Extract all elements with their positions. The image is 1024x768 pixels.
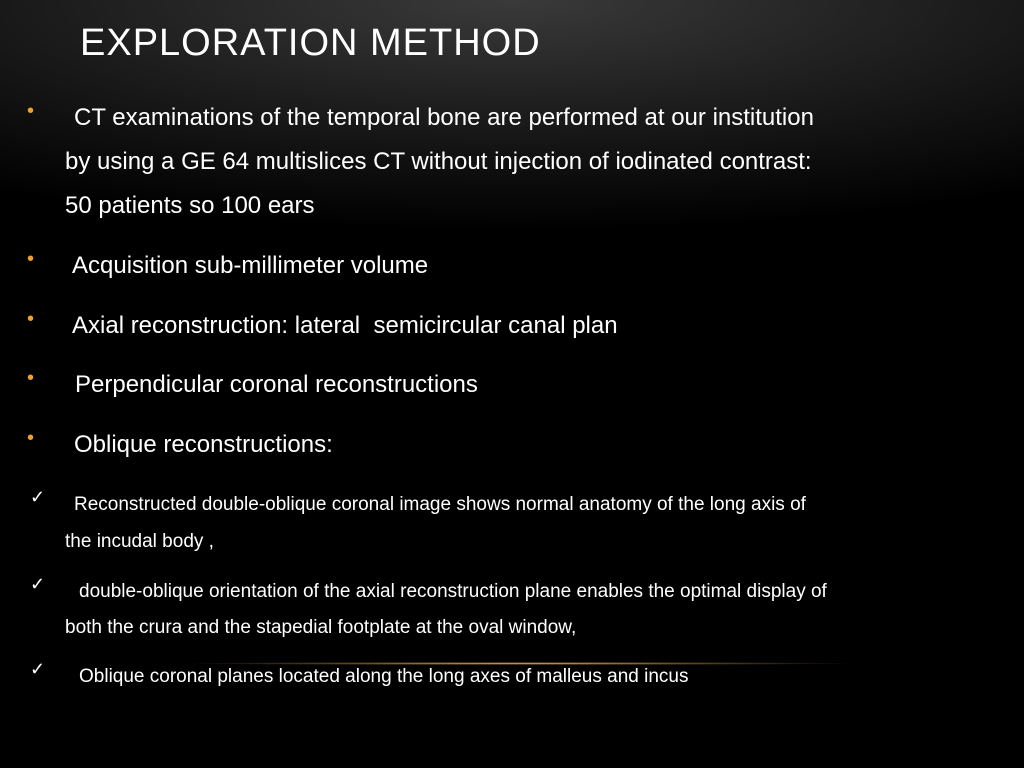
check-text-line: Oblique coronal planes located along the long axes of malleus and incus: [79, 666, 689, 687]
bullet-marker: •: [27, 100, 35, 122]
bullet-text-line: by using a GE 64 multislices CT without injection of iodinated contrast:: [65, 148, 812, 175]
check-text-line: both the crura and the stapedial footplate at the oval window,: [65, 617, 577, 638]
bullet-marker: •: [27, 427, 35, 449]
check-text-line: Reconstructed double-oblique coronal image shows normal anatomy of the long axis of: [74, 494, 806, 515]
bullet-marker: •: [27, 367, 35, 389]
bullet-text-line: Axial reconstruction: lateral semicircular canal plan: [72, 312, 618, 339]
check-text-line: the incudal body ,: [65, 531, 214, 552]
bullet-text-line: Acquisition sub-millimeter volume: [72, 252, 429, 279]
bullet-text-line: Oblique reconstructions:: [74, 431, 333, 458]
check-text-line: double-oblique orientation of the axial reconstruction plane enables the optimal display of: [79, 581, 827, 602]
bullet-text-line: 50 patients so 100 ears: [65, 192, 315, 219]
slide-title: EXPLORATION METHOD: [80, 22, 541, 64]
checkmark-icon: ✓: [30, 659, 46, 679]
bullet-text-line: CT examinations of the temporal bone are performed at our institution: [74, 104, 814, 131]
checkmark-icon: ✓: [30, 487, 46, 507]
bullet-marker: •: [27, 248, 35, 270]
checkmark-icon: ✓: [30, 574, 46, 594]
bullet-text-line: Perpendicular coronal reconstructions: [75, 371, 478, 398]
bullet-marker: •: [27, 308, 35, 330]
